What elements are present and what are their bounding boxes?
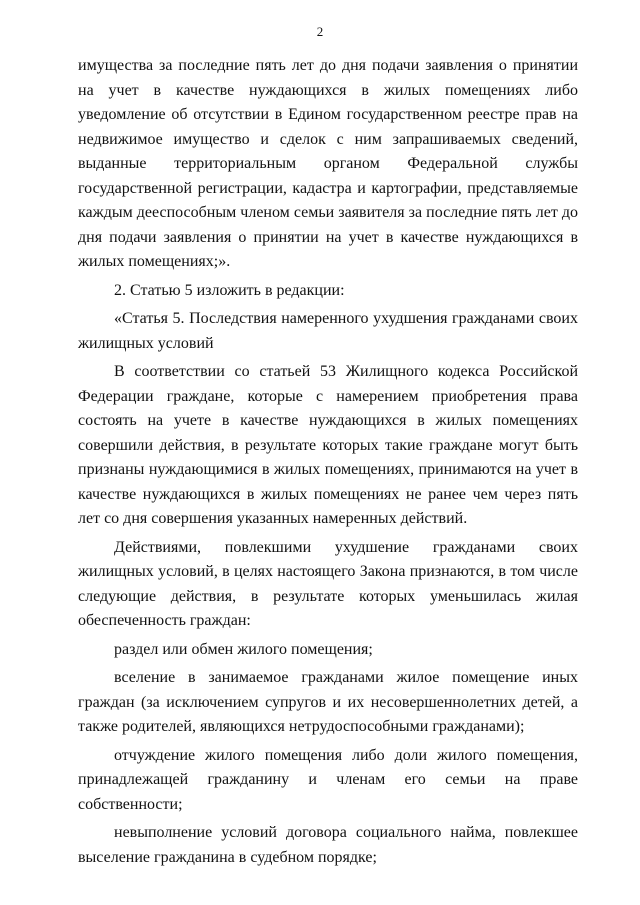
- paragraph-article-53-reference: В соответствии со статьей 53 Жилищного кодекса Российской Федерации граждане, которые с намерением приобретения права состоять на учете в качестве нуждающихся в жилых помещениях совершили действия, в результате которых такие граждане могут быть признаны нуждающимися в жилых помещениях, принимаются на учет в качестве нуждающихся в жилых помещениях не ранее чем через пять лет со дня совершения указанных намеренных действий.: [78, 363, 578, 527]
- paragraph-article-5-heading: «Статья 5. Последствия намеренного ухудшения гражданами своих жилищных условий: [78, 310, 578, 352]
- paragraph-amend-article-5: 2. Статью 5 изложить в редакции:: [114, 281, 345, 299]
- page-number: 2: [316, 24, 324, 39]
- document-body: [78, 54, 578, 874]
- paragraph-actions-definition: Действиями, повлекшими ухудшение гражданами своих жилищных условий, в целях настоящего Закона признаются, в том числе следующие действия, в результате которых уменьшилась жилая обеспеченность граждан:: [78, 538, 578, 629]
- list-item-division-exchange: раздел или обмен жилого помещения;: [114, 640, 373, 658]
- paragraph-property-documents: имущества за последние пять лет до дня подачи заявления о принятии на учет в качестве нуждающихся в жилых помещениях либо уведомление об отсутствии в Едином государственном реестре прав на недвижимое имущество и сделок с ним запрашиваемых сведений, выданные территориальным органом Федеральной службы государственной регистрации, кадастра и картографии, представляемые каждым дееспособным членом семьи заявителя за последние пять лет до дня подачи заявления о принятии на учет в качестве нуждающихся в жилых помещениях;».: [78, 57, 578, 270]
- list-item-eviction: невыполнение условий договора социального найма, повлекшее выселение гражданина в судебном порядке;: [78, 824, 578, 866]
- list-item-settlement-of-others: вселение в занимаемое гражданами жилое помещение иных граждан (за исключением супругов и их несовершеннолетних детей, а также родителей, являющихся нетрудоспособными гражданами);: [78, 669, 578, 735]
- list-item-alienation: отчуждение жилого помещения либо доли жилого помещения, принадлежащей гражданину и членам его семьи на праве собственности;: [78, 746, 578, 813]
